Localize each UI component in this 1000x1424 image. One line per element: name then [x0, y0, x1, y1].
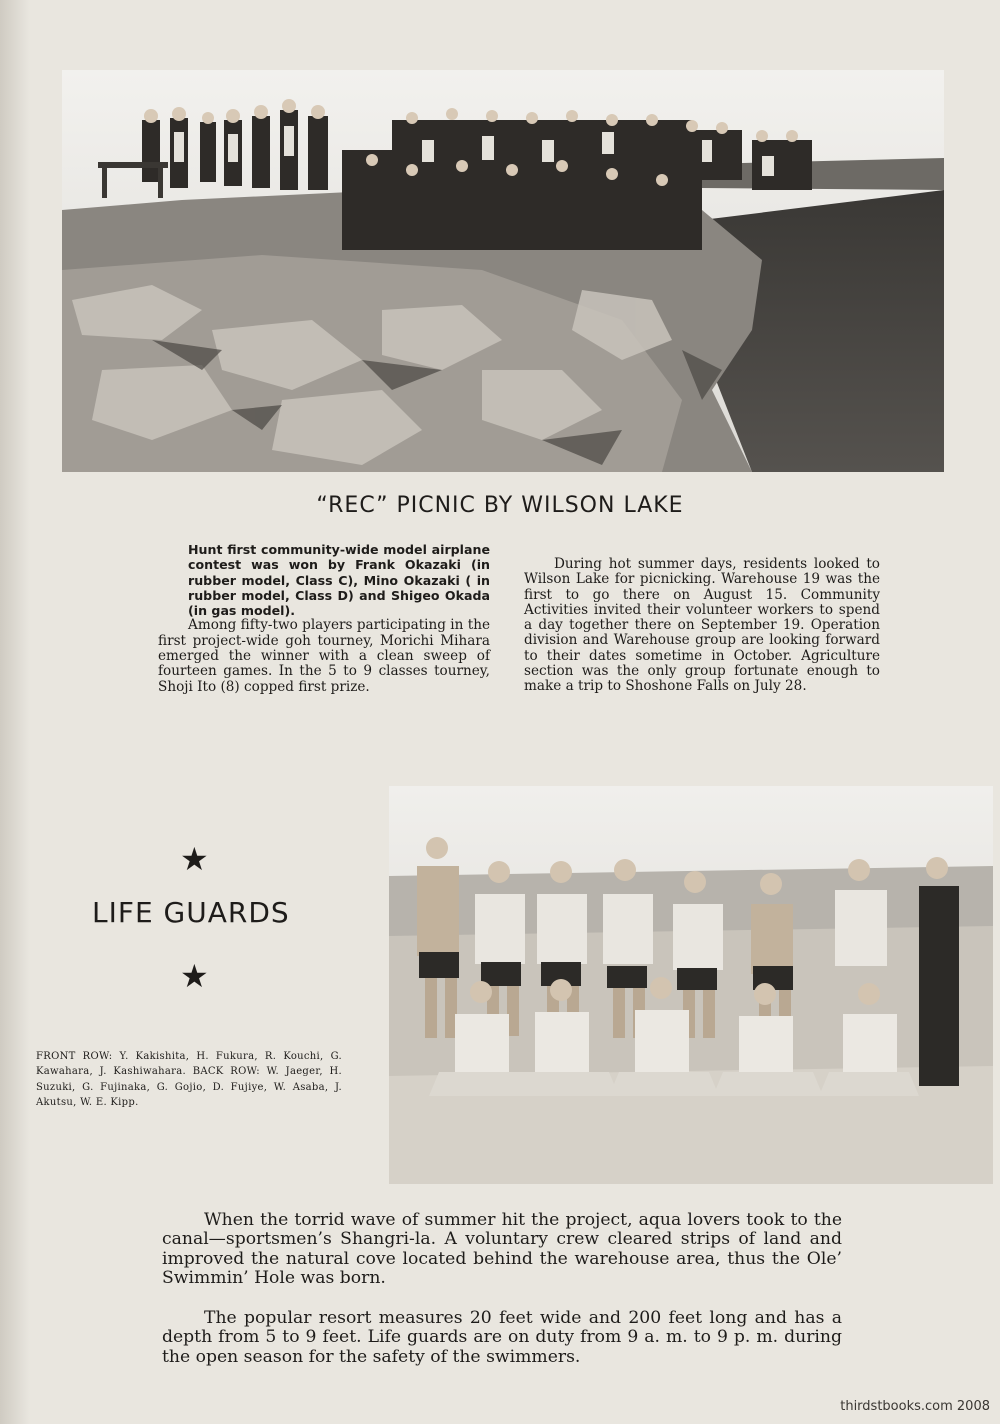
resort-paragraph: The popular resort measures 20 feet wide and 200 feet long and has a depth from 5 to 9 feet. Life guards are on duty from 9 a. m. to 9 p. m. during the open season for the safety of the swimmers. — [162, 1308, 842, 1367]
goh-tourney-paragraph: Among fifty-two players participating in the first project-wide goh tourney, Morichi Mihara emerged the winner with a clean sweep of fourteen games. In the 5 to 9 classes tourney, Shoji Ito (8) copped first prize. — [158, 617, 490, 695]
right-column — [524, 557, 880, 695]
lifeguards-photo-image — [389, 786, 993, 1184]
picnic-photo-image — [62, 70, 944, 472]
lifeguards-heading: LIFE GUARDS — [92, 896, 290, 929]
star-icon: ★ — [180, 957, 209, 995]
star-icon: ★ — [180, 840, 209, 878]
left-column — [158, 542, 490, 695]
watermark: thirdstbooks.com 2008 — [840, 1399, 990, 1414]
airplane-contest-lead: Hunt first community-wide model airplane contest was won by Frank Okazaki (in rubber model, Class C), Mino Okazaki ( in rubber model, Class D) and Shigeo Okada (in gas model). — [188, 542, 490, 619]
lifeguards-caption: FRONT ROW: Y. Kakishita, H. Fukura, R. Kouchi, G. Kawahara, J. Kashiwahara. BACK ROW: W. Jaeger, H. Suzuki, G. Fujinaka, G. Gojio, D. Fujiye, W. Asaba, J. Akutsu, W. E. Kipp. — [36, 1051, 342, 1109]
picnic-photo — [62, 70, 944, 472]
picnic-heading: “REC” PICNIC BY WILSON LAKE — [316, 493, 684, 518]
page-binding-shadow — [0, 0, 30, 1424]
swimming-hole-paragraph: When the torrid wave of summer hit the project, aqua lovers took to the canal—sportsmen’s Shangri-la. A voluntary crew cleared strips of land and improved the natural cove located behind the warehouse area, thus the Ole’ Swimmin’ Hole was born. — [162, 1210, 842, 1289]
lifeguards-photo — [389, 786, 993, 1184]
wilson-lake-paragraph: During hot summer days, residents looked to Wilson Lake for picnicking. Warehouse 19 was the first to go there on August 15. Community Activities invited their volunteer workers to spend a day together there on September 19. Operation division and Warehouse group are looking forward to their dates sometime in October. Agriculture section was the only group fortunate enough to make a trip to Shoshone Falls on July 28. — [524, 556, 880, 695]
